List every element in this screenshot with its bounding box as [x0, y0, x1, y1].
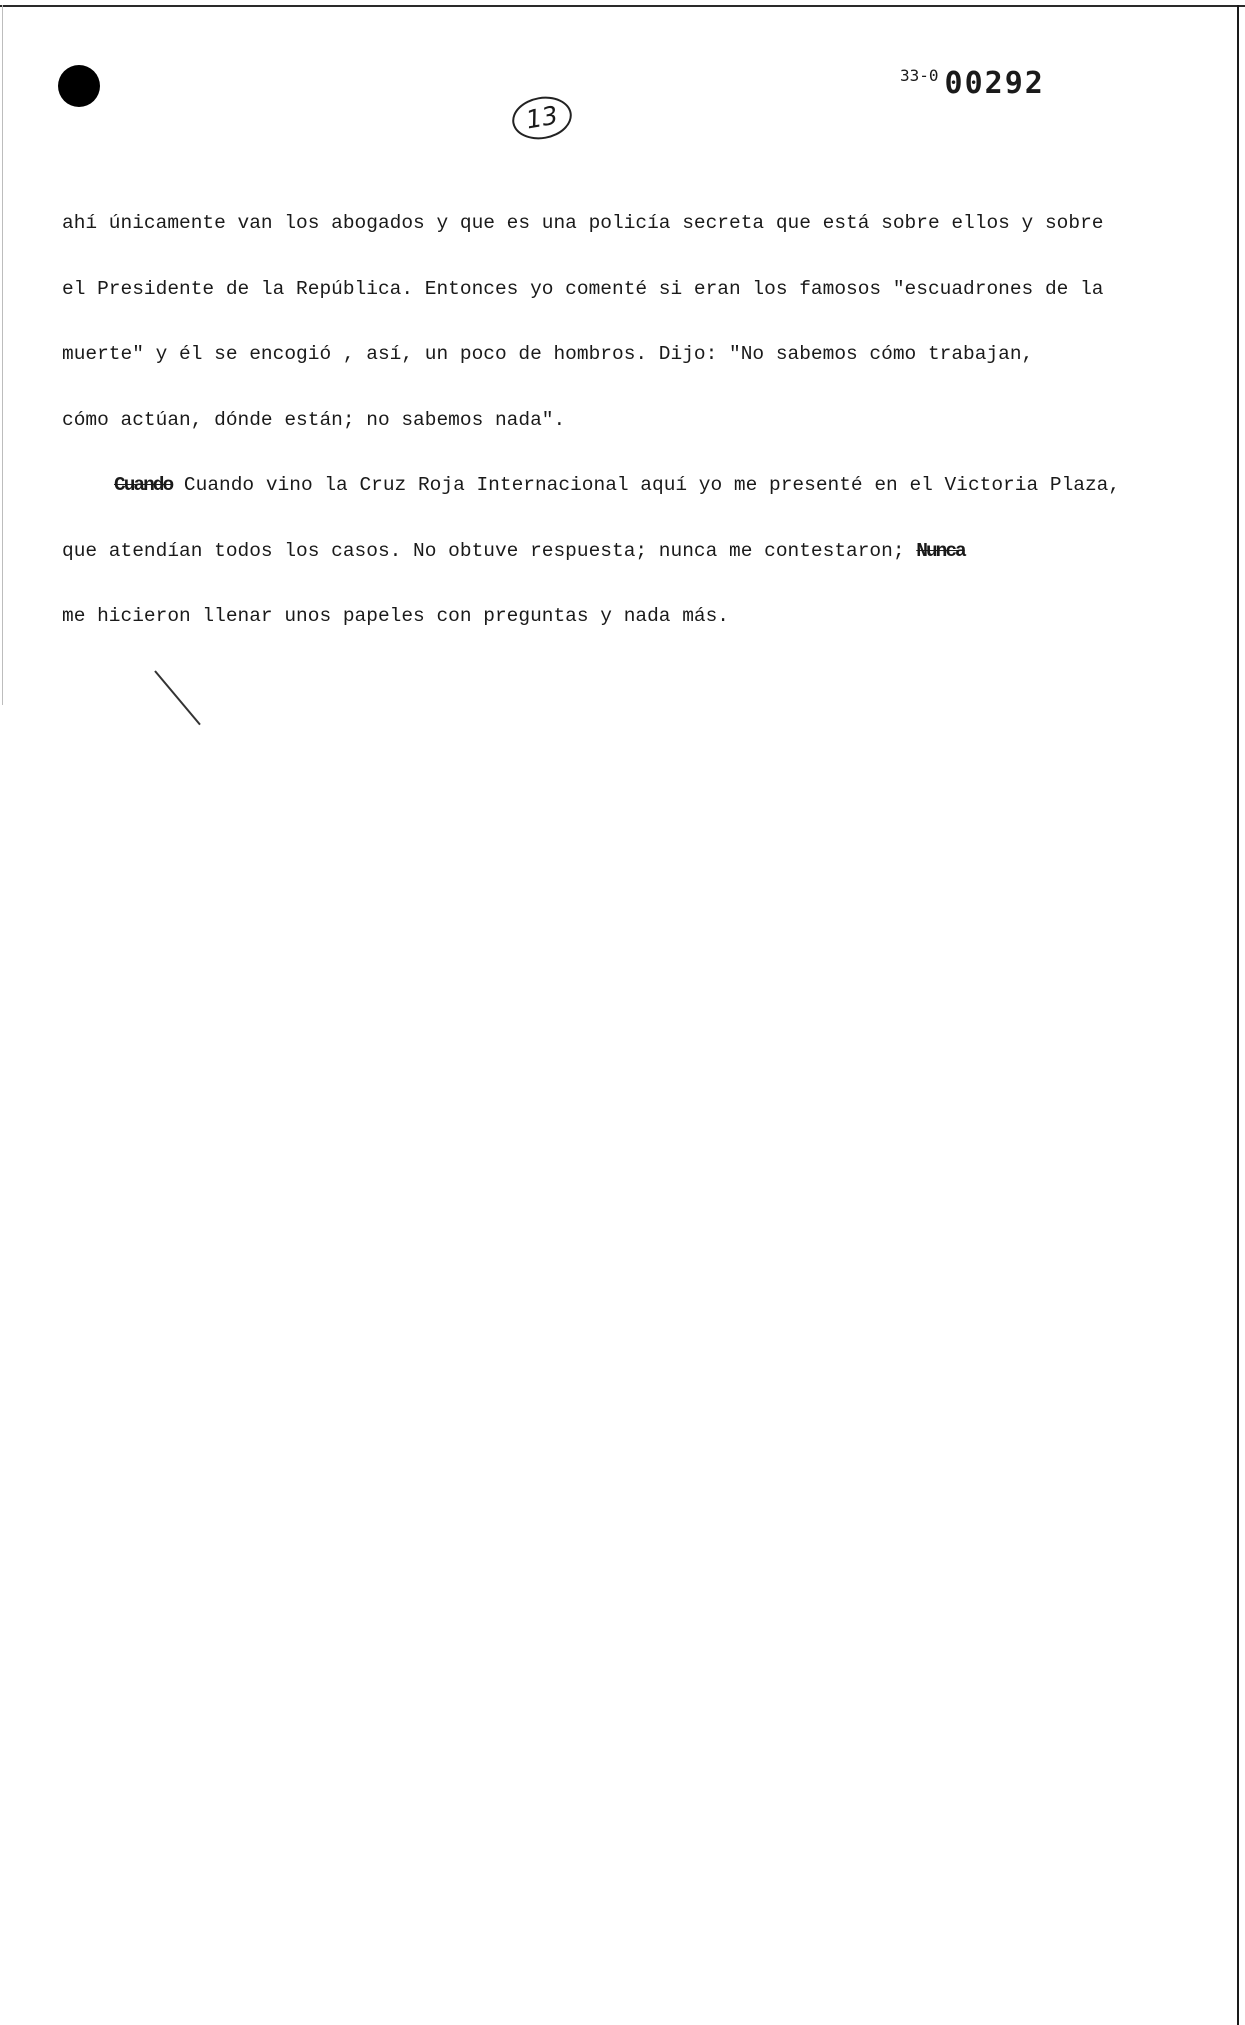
right-border	[1237, 5, 1239, 2025]
text-line: me hicieron llenar unos papeles con preguntas y nada más.	[62, 605, 730, 627]
document-id-suffix: -0	[919, 66, 939, 85]
punch-hole-dot	[58, 65, 100, 107]
top-border	[0, 5, 1245, 7]
text-line: que atendían todos los casos. No obtuve respuesta; nunca me contestaron;	[62, 539, 905, 562]
transcript-body	[62, 203, 1121, 662]
document-id-number: 00292	[944, 66, 1045, 101]
text-line: ahí únicamente van los abogados y que es una policía secreta que está sobre ellos y sobre	[62, 212, 1104, 234]
paragraph-line	[62, 531, 1072, 597]
left-border	[2, 5, 3, 705]
text-line: Cuando vino la Cruz Roja Internacional aquí yo me presenté en el Victoria Plaza,	[183, 474, 1121, 496]
document-id-stamp	[900, 66, 1045, 101]
stray-pen-mark	[154, 670, 201, 725]
document-id-prefix: 33	[900, 66, 920, 85]
struck-out-word: Cuando	[114, 474, 173, 496]
text-line: el Presidente de la República. Entonces yo comenté si eran los famosos "escuadrones de la	[62, 277, 1104, 300]
text-line: muerte" y él se encogió , así, un poco de hombros. Dijo: "No sabemos cómo trabajan,	[62, 343, 1034, 365]
paragraph-line	[62, 465, 1121, 531]
text-line: cómo actúan, dónde están; no sabemos nada".	[62, 408, 566, 431]
handwritten-page-number: 13	[509, 92, 575, 144]
struck-out-word: Nunca	[916, 539, 965, 562]
